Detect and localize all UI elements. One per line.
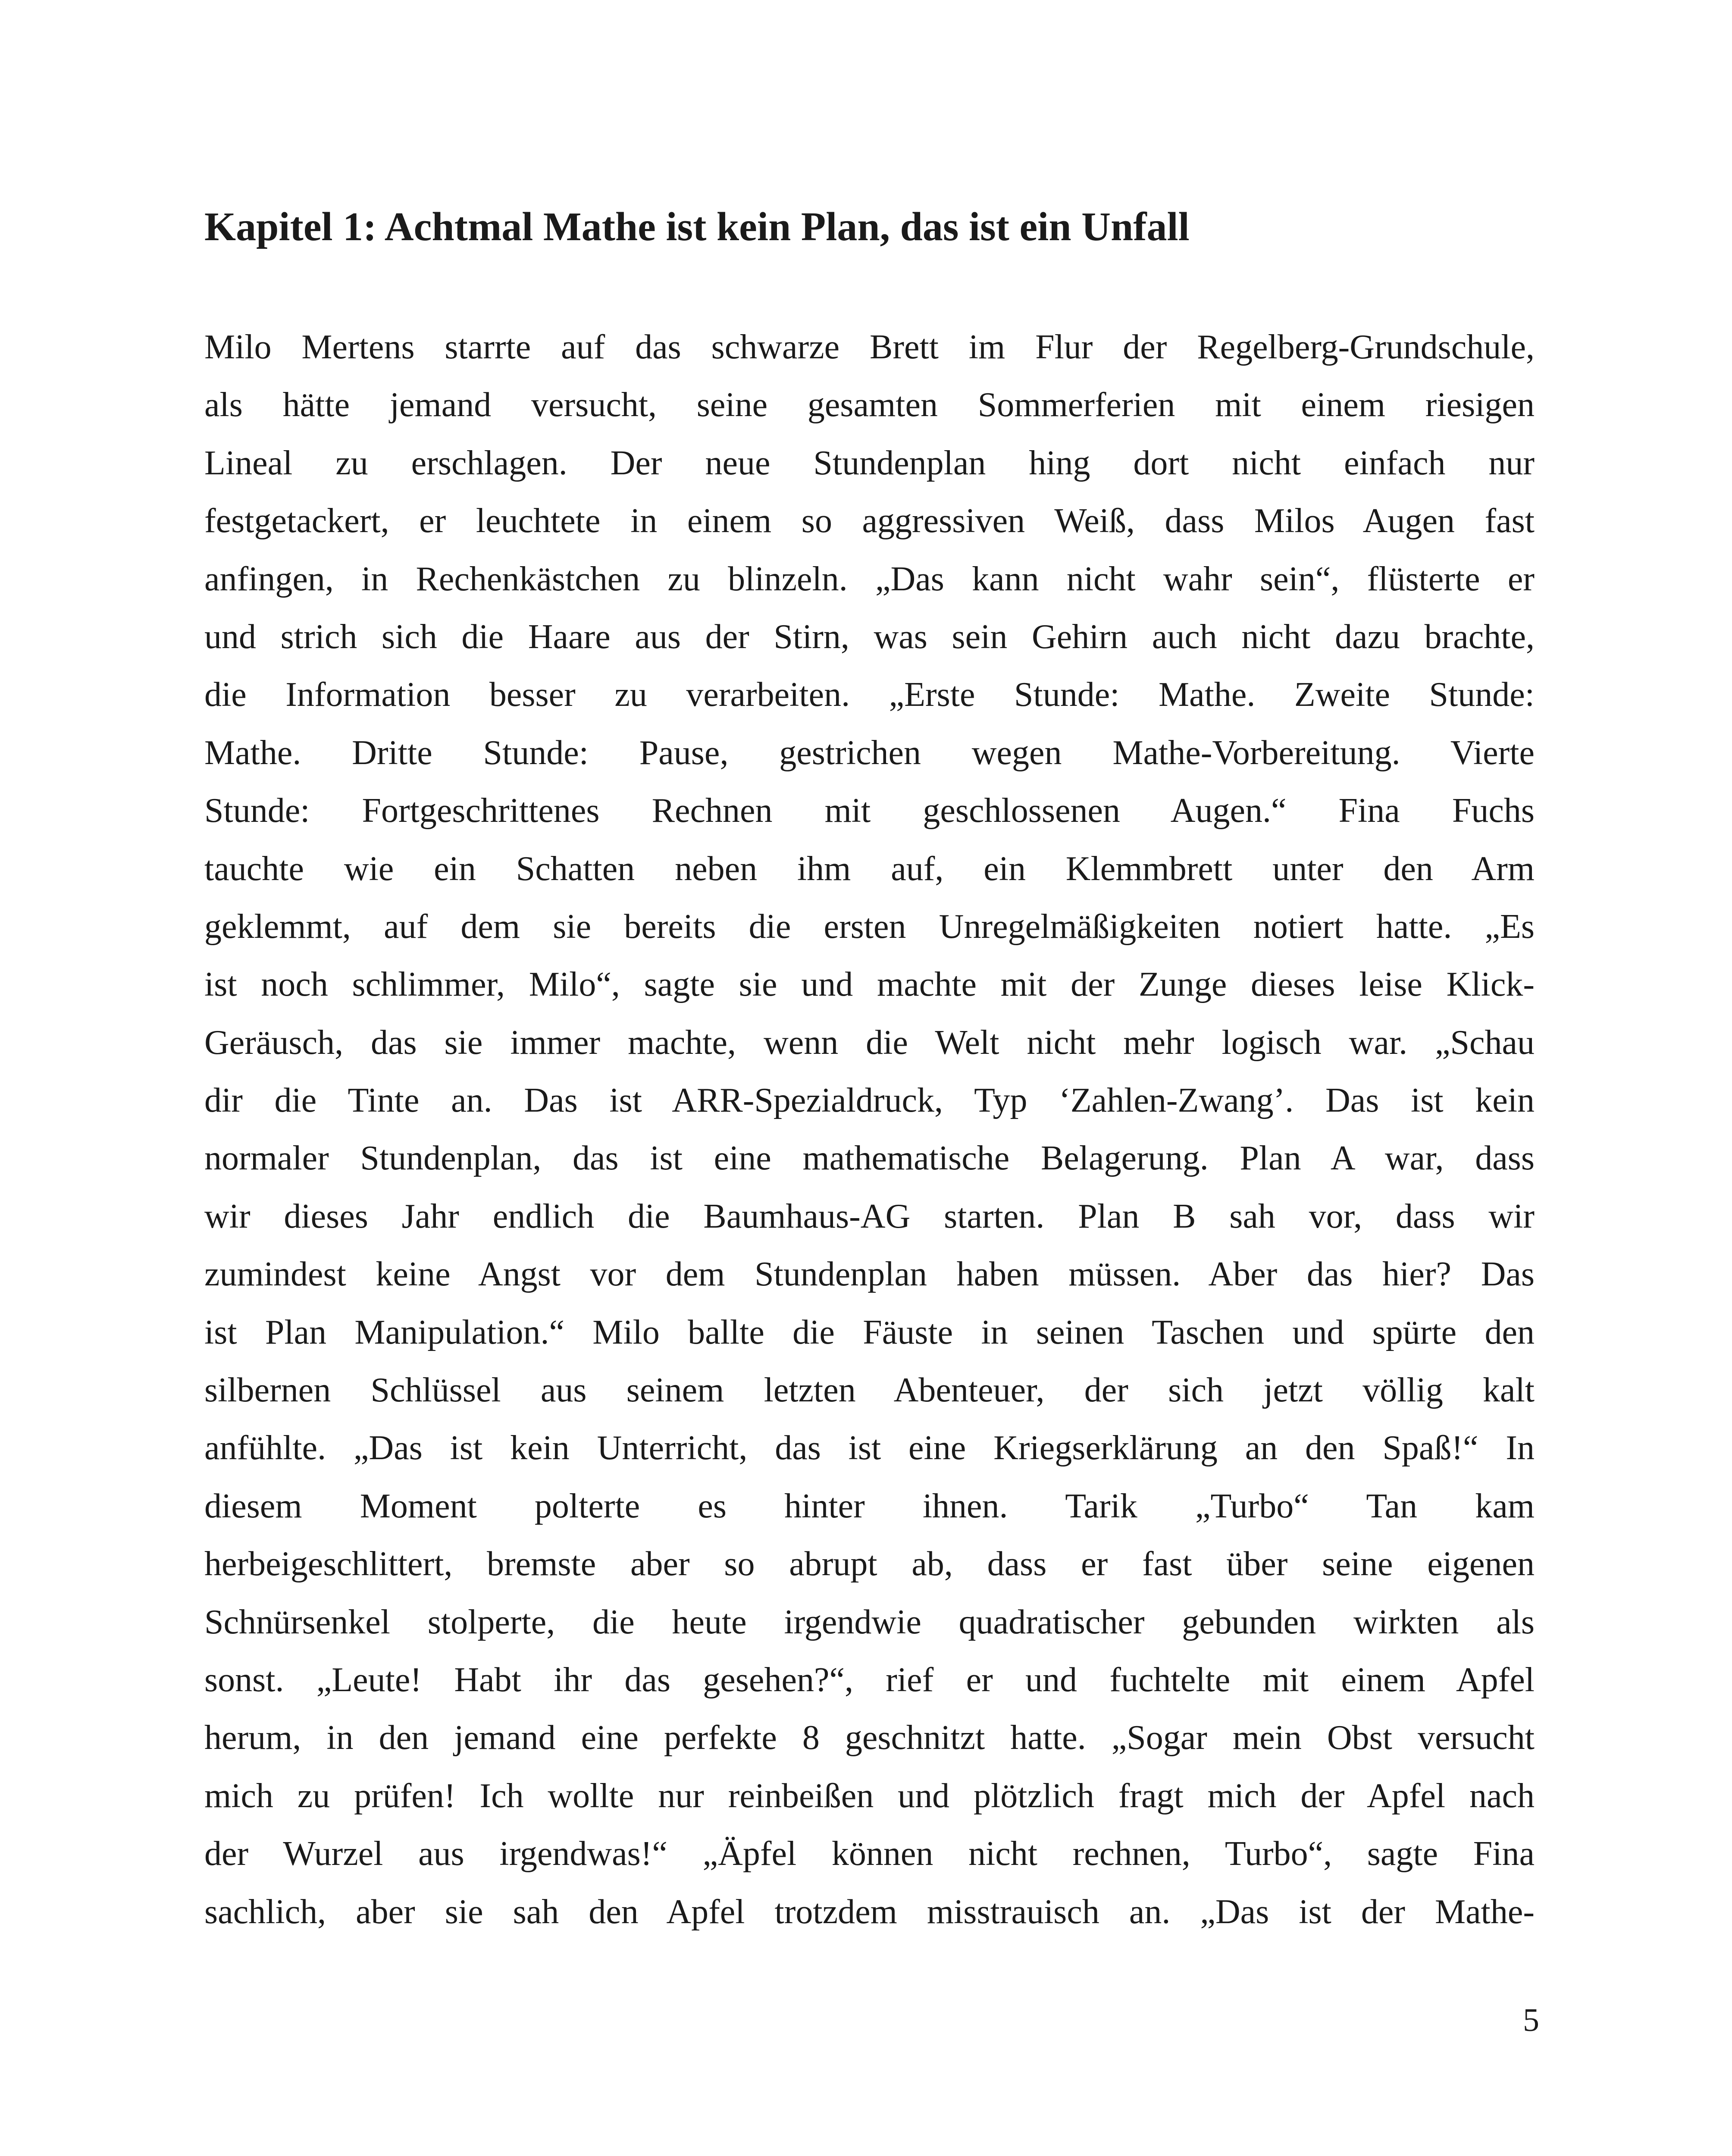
text-line: dir die Tinte an. Das ist ARR-Spezialdruck, Typ ‘Zahlen-Zwang’. Das ist kein: [204, 1081, 1535, 1120]
text-line: anfingen, in Rechenkästchen zu blinzeln. „Das kann nicht wahr sein“, flüsterte er: [204, 560, 1535, 598]
text-line: der Wurzel aus irgendwas!“ „Äpfel können nicht rechnen, Turbo“, sagte Fina: [204, 1835, 1535, 1873]
text-line: die Information besser zu verarbeiten. „Erste Stunde: Mathe. Zweite Stunde:: [204, 676, 1535, 714]
text-line: herbeigeschlittert, bremste aber so abrupt ab, dass er fast über seine eigenen: [204, 1545, 1535, 1583]
chapter-title: Kapitel 1: Achtmal Mathe ist kein Plan, das ist ein Unfall: [204, 204, 1190, 249]
text-line: tauchte wie ein Schatten neben ihm auf, ein Klemmbrett unter den Arm: [204, 849, 1535, 888]
text-line: ist noch schlimmer, Milo“, sagte sie und machte mit der Zunge dieses leise Klick-: [204, 965, 1535, 1004]
text-line: mich zu prüfen! Ich wollte nur reinbeißen und plötzlich fragt mich der Apfel nach: [204, 1777, 1535, 1815]
text-line: zumindest keine Angst vor dem Stundenplan haben müssen. Aber das hier? Das: [204, 1255, 1535, 1294]
text-line: wir dieses Jahr endlich die Baumhaus-AG starten. Plan B sah vor, dass wir: [204, 1197, 1535, 1235]
text-line: Geräusch, das sie immer machte, wenn die Welt nicht mehr logisch war. „Schau: [204, 1023, 1535, 1062]
text-line: normaler Stundenplan, das ist eine mathematische Belagerung. Plan A war, dass: [204, 1139, 1535, 1178]
text-line: anfühlte. „Das ist kein Unterricht, das ist eine Kriegserklärung an den Spaß!“ In: [204, 1429, 1535, 1467]
text-line: Mathe. Dritte Stunde: Pause, gestrichen wegen Mathe-Vorbereitung. Vierte: [204, 733, 1535, 772]
text-line: Lineal zu erschlagen. Der neue Stundenplan hing dort nicht einfach nur: [204, 444, 1535, 482]
text-line: herum, in den jemand eine perfekte 8 geschnitzt hatte. „Sogar mein Obst versucht: [204, 1719, 1535, 1757]
text-line: und strich sich die Haare aus der Stirn, was sein Gehirn auch nicht dazu brachte,: [204, 617, 1535, 656]
text-line: ist Plan Manipulation.“ Milo ballte die Fäuste in seinen Taschen und spürte den: [204, 1313, 1535, 1351]
text-line: sachlich, aber sie sah den Apfel trotzdem misstrauisch an. „Das ist der Mathe-: [204, 1893, 1535, 1931]
text-line: diesem Moment polterte es hinter ihnen. Tarik „Turbo“ Tan kam: [204, 1487, 1535, 1525]
text-line: als hätte jemand versucht, seine gesamten Sommerferien mit einem riesigen: [204, 386, 1535, 424]
page-number: 5: [1523, 2002, 1539, 2038]
text-line: Schnürsenkel stolperte, die heute irgendwie quadratischer gebunden wirkten als: [204, 1603, 1535, 1641]
text-line: Stunde: Fortgeschrittenes Rechnen mit geschlossenen Augen.“ Fina Fuchs: [204, 792, 1535, 830]
text-line: silbernen Schlüssel aus seinem letzten Abenteuer, der sich jetzt völlig kalt: [204, 1371, 1535, 1410]
text-line: festgetackert, er leuchtete in einem so aggressiven Weiß, dass Milos Augen fast: [204, 502, 1535, 540]
body-text: [204, 318, 1535, 1941]
text-line: geklemmt, auf dem sie bereits die ersten Unregelmäßigkeiten notiert hatte. „Es: [204, 907, 1535, 946]
text-line: Milo Mertens starrte auf das schwarze Brett im Flur der Regelberg-Grundschule,: [204, 328, 1535, 366]
text-line: sonst. „Leute! Habt ihr das gesehen?“, rief er und fuchtelte mit einem Apfel: [204, 1661, 1535, 1699]
